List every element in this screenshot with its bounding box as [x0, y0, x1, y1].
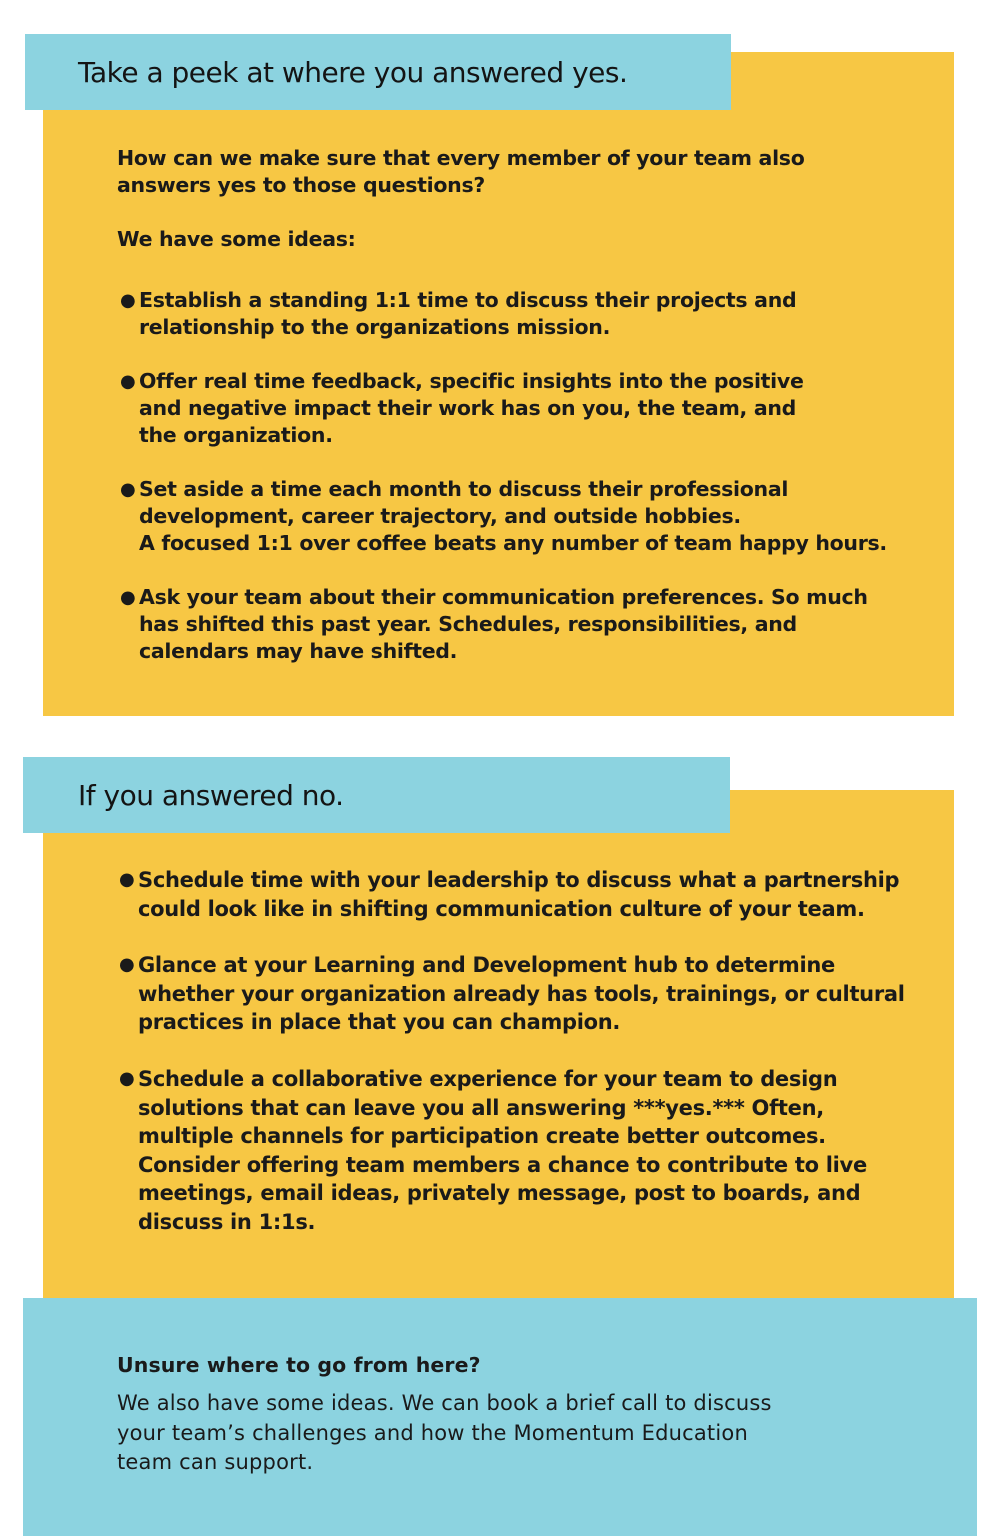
bullet-line: Ask your team about their communication preferences. So much: [139, 585, 868, 609]
bullet-line: has shifted this past year. Schedules, responsibilities, and: [139, 612, 797, 636]
footer-line: team can support.: [117, 1450, 314, 1474]
bullet-icon: ●: [119, 1067, 135, 1089]
bullet-line: could look like in shifting communication culture of your team.: [138, 896, 865, 921]
list-item: [120, 476, 939, 557]
bullet-line: Glance at your Learning and Development hub to determine: [138, 953, 835, 978]
list-item: [119, 1065, 948, 1237]
bullet-line: development, career trajectory, and outside hobbies.: [139, 504, 741, 528]
yes-section-bullets: [120, 287, 939, 665]
bullet-line: discuss in 1:1s.: [138, 1209, 316, 1234]
question-line: answers yes to those questions?: [117, 173, 485, 197]
footer-line: We also have some ideas. We can book a brief call to discuss: [117, 1391, 772, 1415]
bullet-icon: ●: [120, 587, 136, 608]
bullet-line: A focused 1:1 over coffee beats any number of team happy hours.: [139, 531, 887, 555]
list-item: [120, 368, 939, 449]
footer-panel: [23, 1298, 977, 1536]
bullet-line: practices in place that you can champion.: [138, 1010, 621, 1035]
yes-section-question: [117, 145, 804, 199]
list-item: [120, 584, 939, 665]
list-item: [119, 866, 948, 923]
bullet-line: solutions that can leave you all answering ***yes.*** Often,: [138, 1095, 824, 1120]
bullet-icon: ●: [120, 290, 136, 311]
footer-body: [117, 1389, 772, 1478]
no-section-title: If you answered no.: [78, 779, 344, 812]
footer-line: your team’s challenges and how the Momentum Education: [117, 1420, 748, 1445]
yes-section-title: Take a peek at where you answered yes.: [78, 56, 628, 89]
bullet-line: Schedule a collaborative experience for your team to design: [138, 1066, 838, 1091]
bullet-line: the organization.: [139, 423, 333, 447]
bullet-icon: ●: [120, 371, 136, 392]
bullet-line: calendars may have shifted.: [139, 639, 458, 663]
list-item: [120, 287, 939, 341]
bullet-icon: ●: [120, 479, 136, 500]
bullet-line: meetings, email ideas, privately message, post to boards, and: [138, 1181, 861, 1206]
bullet-line: and negative impact their work has on you, the team, and: [139, 396, 797, 420]
question-line: How can we make sure that every member of your team also: [117, 146, 805, 170]
bullet-line: Schedule time with your leadership to discuss what a partnership: [138, 868, 900, 892]
list-item: [119, 951, 948, 1037]
bullet-icon: ●: [119, 954, 135, 976]
yes-section-banner: [25, 34, 731, 110]
bullet-line: whether your organization already has tools, trainings, or cultural: [138, 981, 905, 1006]
bullet-line: Set aside a time each month to discuss their professional: [139, 477, 789, 501]
no-section-banner: [23, 757, 730, 833]
bullet-line: Offer real time feedback, specific insights into the positive: [139, 369, 804, 393]
footer-heading: Unsure where to go from here?: [117, 1353, 481, 1377]
bullet-line: relationship to the organizations mission.: [139, 315, 611, 339]
bullet-line: multiple channels for participation create better outcomes.: [138, 1124, 826, 1149]
bullet-icon: ●: [119, 869, 135, 890]
no-section-bullets: [119, 866, 948, 1237]
ideas-heading: We have some ideas:: [117, 227, 356, 251]
bullet-line: Consider offering team members a chance to contribute to live: [138, 1152, 867, 1177]
bullet-line: Establish a standing 1:1 time to discuss their projects and: [139, 288, 797, 312]
